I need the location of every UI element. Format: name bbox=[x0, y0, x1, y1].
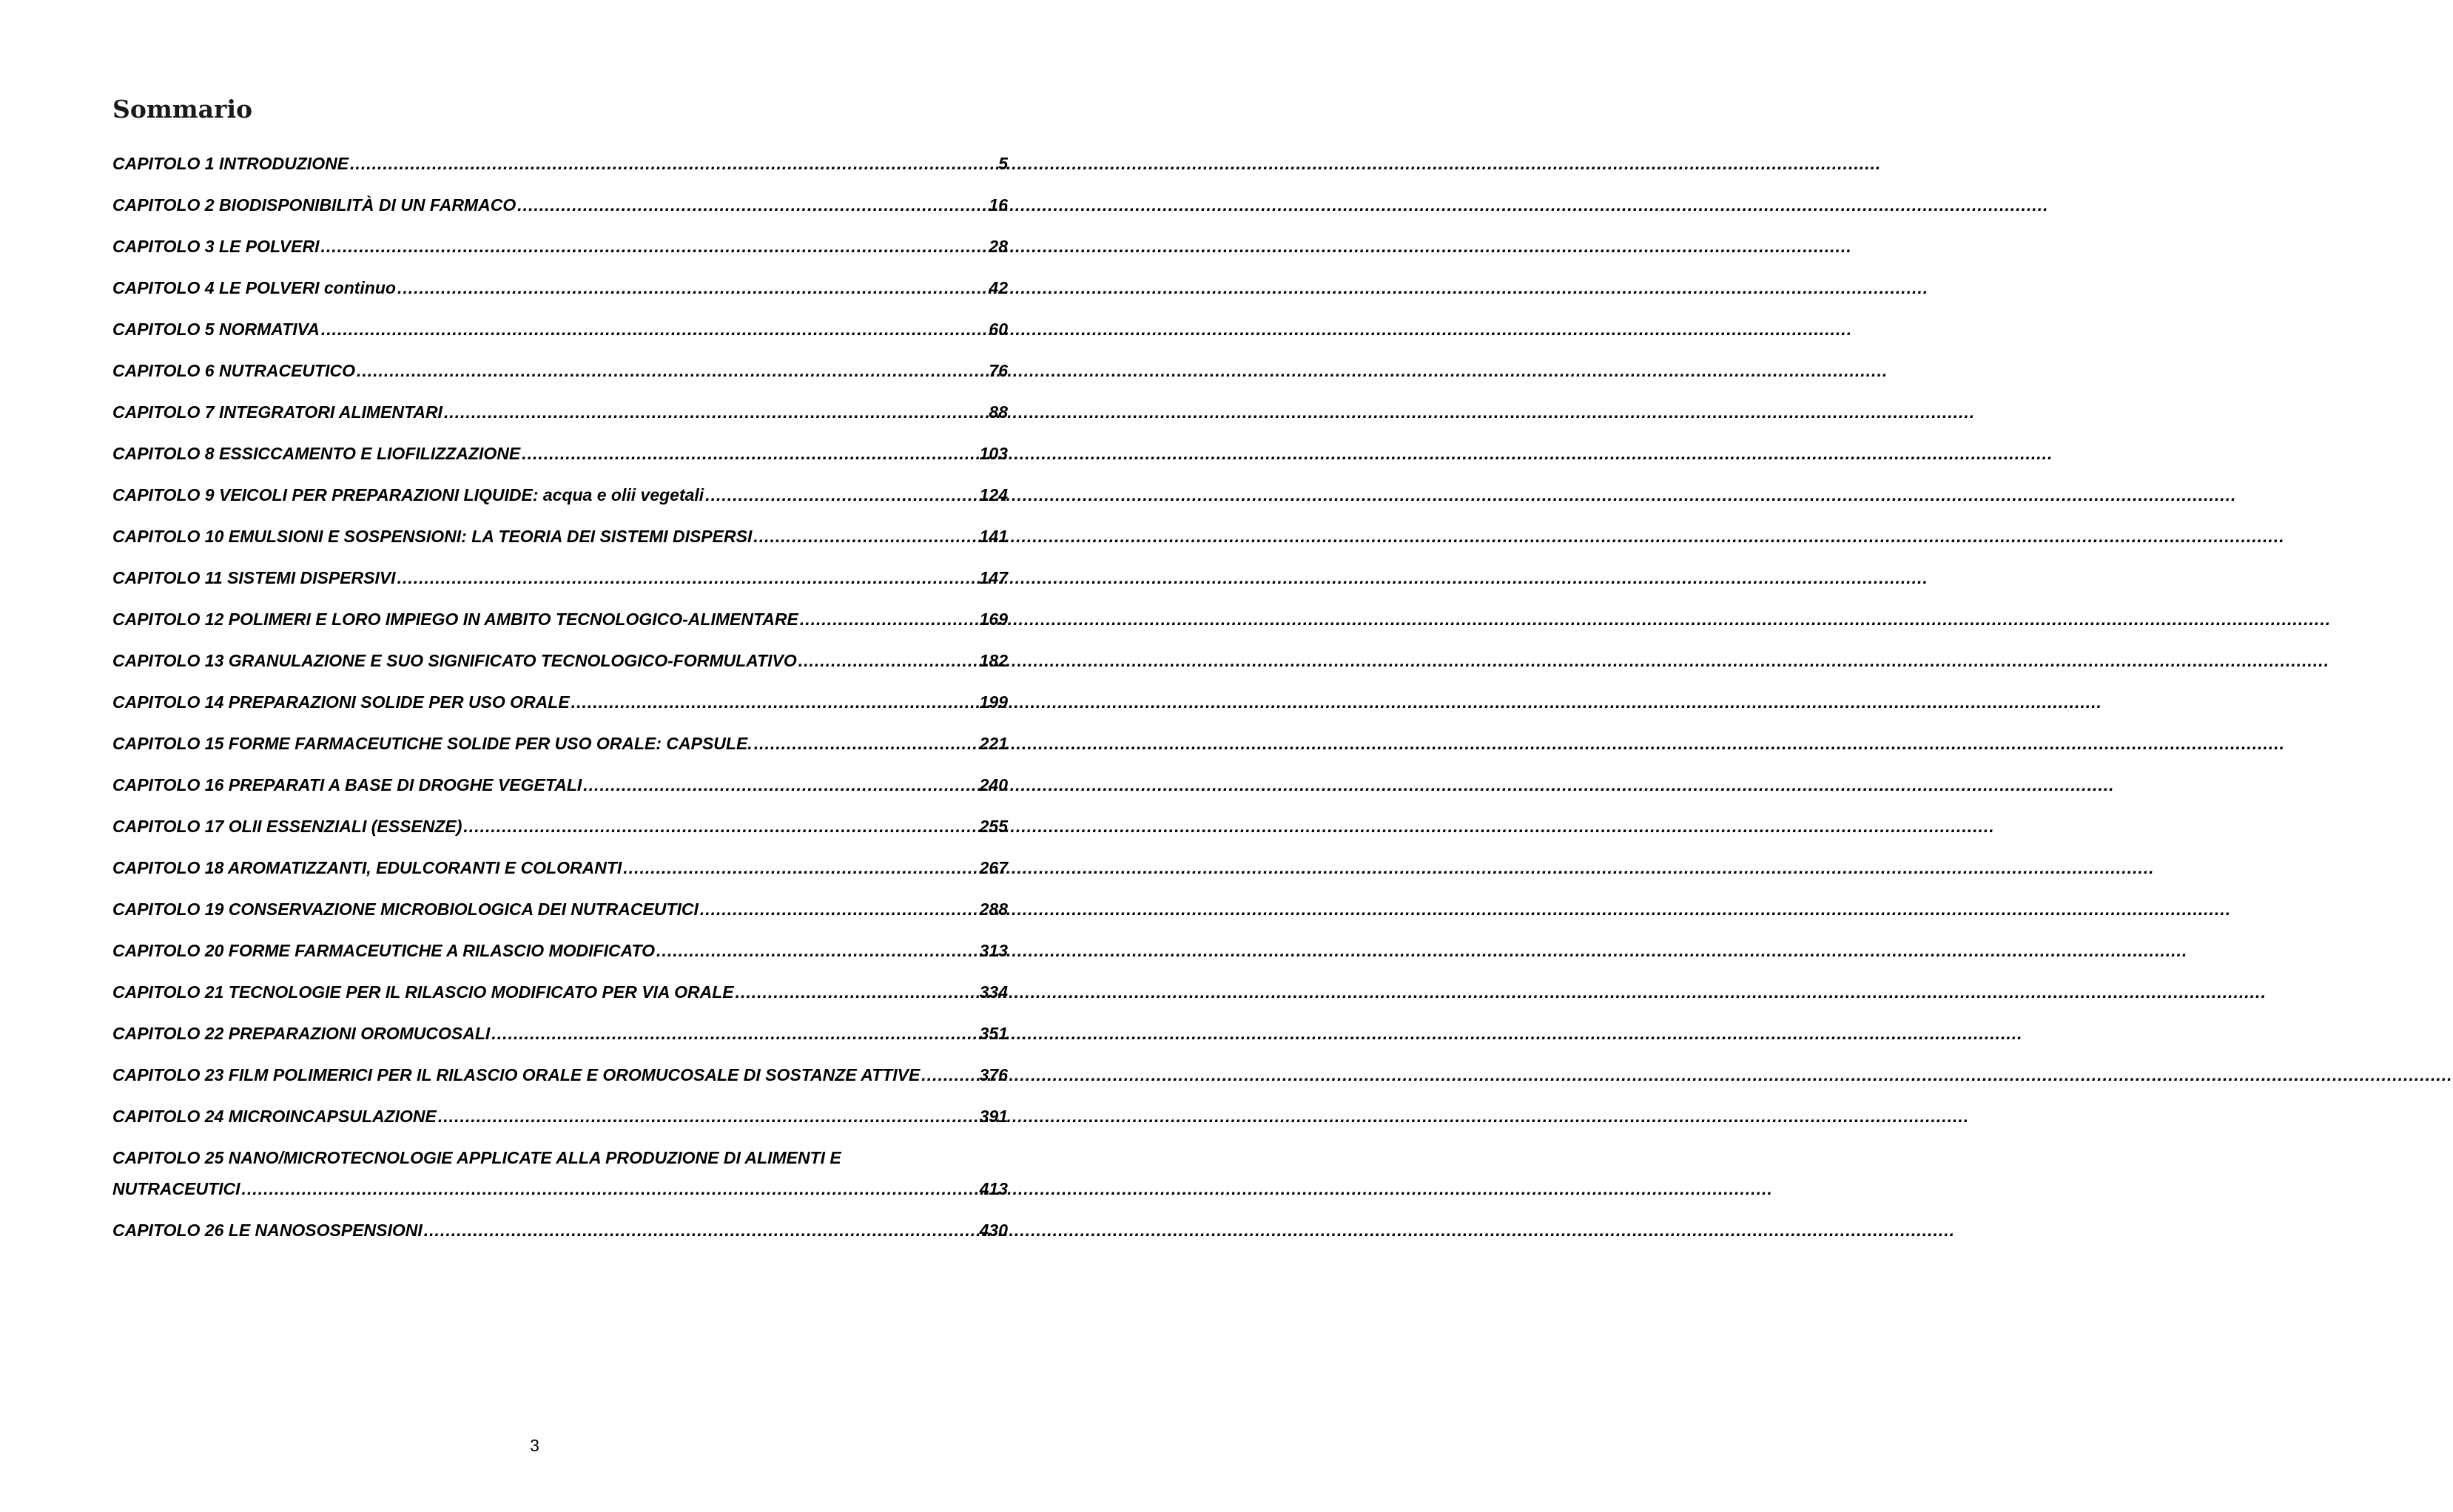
table-of-contents bbox=[112, 143, 1008, 1251]
toc-entry-leader bbox=[736, 982, 977, 1002]
toc-entry-page-number: 413 bbox=[979, 1179, 1008, 1198]
toc-entry-capitolo-14[interactable] bbox=[112, 681, 1008, 723]
toc-entry-page-number: 141 bbox=[979, 527, 1008, 546]
toc-entry-label: CAPITOLO 18 AROMATIZZANTI, EDULCORANTI E COLORANTI bbox=[112, 858, 622, 877]
toc-entry-page-number: 124 bbox=[979, 485, 1008, 504]
toc-entry-capitolo-1[interactable] bbox=[112, 143, 1008, 184]
toc-entry-label: CAPITOLO 19 CONSERVAZIONE MICROBIOLOGICA DEI NUTRACEUTICI bbox=[112, 900, 699, 919]
toc-entry-leader bbox=[463, 816, 976, 837]
toc-entry-capitolo-17[interactable] bbox=[112, 806, 1008, 847]
toc-entry-page-number: 391 bbox=[979, 1107, 1008, 1126]
toc-entry-page-number: 42 bbox=[989, 278, 1008, 297]
toc-entry-page-number: 16 bbox=[989, 195, 1008, 215]
toc-entry-leader bbox=[656, 940, 977, 961]
toc-entry-leader bbox=[397, 567, 977, 588]
toc-entry-line2 bbox=[112, 1178, 1008, 1199]
toc-entry-label: CAPITOLO 3 LE POLVERI bbox=[112, 237, 320, 256]
toc-entry-capitolo-7[interactable] bbox=[112, 391, 1008, 433]
toc-entry-capitolo-2[interactable] bbox=[112, 184, 1008, 226]
toc-entry-leader bbox=[700, 899, 977, 919]
toc-entry-label: CAPITOLO 17 OLII ESSENZIALI (ESSENZE) bbox=[112, 817, 462, 836]
toc-entry-capitolo-5[interactable] bbox=[112, 308, 1008, 350]
toc-entry-label: CAPITOLO 26 LE NANOSOSPENSIONI bbox=[112, 1221, 423, 1240]
toc-entry-page-number: 376 bbox=[979, 1065, 1008, 1084]
toc-entry-leader bbox=[424, 1220, 977, 1241]
toc-entry-capitolo-13[interactable] bbox=[112, 640, 1008, 681]
toc-entry-capitolo-11[interactable] bbox=[112, 557, 1008, 598]
toc-entry-label: CAPITOLO 2 BIODISPONIBILITÀ DI UN FARMACO bbox=[112, 195, 516, 215]
toc-entry-page-number: 169 bbox=[979, 610, 1008, 629]
toc-entry-leader bbox=[753, 526, 976, 547]
toc-entry-page-number: 430 bbox=[979, 1221, 1008, 1240]
toc-entry-leader bbox=[583, 774, 976, 795]
toc-entry-label: CAPITOLO 8 ESSICCAMENTO E LIOFILIZZAZIONE bbox=[112, 444, 521, 463]
toc-entry-page-number: 60 bbox=[989, 320, 1008, 339]
toc-entry-label: CAPITOLO 1 INTRODUZIONE bbox=[112, 154, 349, 173]
toc-entry-label-line1: CAPITOLO 25 NANO/MICROTECNOLOGIE APPLICATE ALLA PRODUZIONE DI ALIMENTI E bbox=[112, 1148, 841, 1167]
toc-entry-leader bbox=[800, 609, 977, 630]
toc-entry-leader bbox=[754, 733, 977, 754]
toc-entry-capitolo-4[interactable] bbox=[112, 267, 1008, 308]
toc-entry-page-number: 334 bbox=[979, 982, 1008, 1002]
toc-entry-leader bbox=[321, 319, 986, 340]
toc-entry-page-number: 313 bbox=[979, 941, 1008, 960]
toc-entry-page-number: 147 bbox=[979, 568, 1008, 587]
toc-entry-label: CAPITOLO 14 PREPARAZIONI SOLIDE PER USO ORALE bbox=[112, 692, 570, 712]
toc-entry-label: CAPITOLO 23 FILM POLIMERICI PER IL RILASCIO ORALE E OROMUCOSALE DI SOSTANZE ATTIVE bbox=[112, 1065, 921, 1084]
toc-entry-label: CAPITOLO 22 PREPARAZIONI OROMUCOSALI bbox=[112, 1024, 491, 1043]
toc-entry-label: CAPITOLO 4 LE POLVERI continuo bbox=[112, 278, 396, 297]
toc-entry-label: CAPITOLO 16 PREPARATI A BASE DI DROGHE VEGETALI bbox=[112, 775, 582, 794]
toc-entry-capitolo-6[interactable] bbox=[112, 350, 1008, 391]
toc-entry-page-number: 240 bbox=[979, 775, 1008, 794]
toc-entry-capitolo-18[interactable] bbox=[112, 847, 1008, 888]
toc-entry-label: CAPITOLO 20 FORME FARMACEUTICHE A RILASCIO MODIFICATO bbox=[112, 941, 656, 960]
page-number: 3 bbox=[530, 1436, 539, 1455]
toc-entry-page-number: 199 bbox=[979, 692, 1008, 712]
toc-entry-label: CAPITOLO 12 POLIMERI E LORO IMPIEGO IN AMBITO TECNOLOGICO-ALIMENTARE bbox=[112, 610, 798, 629]
toc-entry-label: CAPITOLO 11 SISTEMI DISPERSIVI bbox=[112, 568, 396, 587]
toc-title: Sommario bbox=[112, 95, 252, 124]
toc-entry-page-number: 182 bbox=[979, 651, 1008, 670]
toc-entry-page-number: 103 bbox=[979, 444, 1008, 463]
toc-entry-leader bbox=[921, 1064, 976, 1085]
toc-entry-capitolo-26[interactable] bbox=[112, 1209, 1008, 1251]
toc-entry-capitolo-12[interactable] bbox=[112, 598, 1008, 640]
toc-entry-label: CAPITOLO 24 MICROINCAPSULAZIONE bbox=[112, 1107, 437, 1126]
toc-entry-leader bbox=[623, 857, 976, 878]
toc-entry-page-number: 351 bbox=[979, 1024, 1008, 1043]
toc-entry-leader bbox=[438, 1106, 977, 1127]
toc-entry-capitolo-15[interactable] bbox=[112, 723, 1008, 764]
toc-entry-capitolo-20[interactable] bbox=[112, 930, 1008, 971]
toc-entry-label: CAPITOLO 9 VEICOLI PER PREPARAZIONI LIQUIDE: acqua e olii vegetali bbox=[112, 485, 704, 504]
toc-entry-label-line2: NUTRACEUTICI bbox=[112, 1179, 240, 1198]
toc-entry-label: CAPITOLO 21 TECNOLOGIE PER IL RILASCIO MODIFICATO PER VIA ORALE bbox=[112, 982, 734, 1002]
toc-entry-capitolo-9[interactable] bbox=[112, 474, 1008, 516]
toc-entry-leader bbox=[517, 195, 986, 215]
toc-entry-page-number: 76 bbox=[989, 361, 1008, 380]
toc-entry-leader bbox=[491, 1023, 976, 1044]
toc-entry-leader bbox=[798, 650, 977, 671]
toc-entry-leader bbox=[357, 360, 986, 381]
toc-entry-label: CAPITOLO 13 GRANULAZIONE E SUO SIGNIFICATO TECNOLOGICO-FORMULATIVO bbox=[112, 651, 797, 670]
toc-entry-page-number: 5 bbox=[998, 154, 1008, 173]
toc-entry-capitolo-3[interactable] bbox=[112, 226, 1008, 267]
toc-entry-leader bbox=[350, 153, 995, 174]
toc-entry-capitolo-19[interactable] bbox=[112, 888, 1008, 930]
toc-entry-label: CAPITOLO 5 NORMATIVA bbox=[112, 320, 320, 339]
toc-entry-label: CAPITOLO 6 NUTRACEUTICO bbox=[112, 361, 355, 380]
toc-entry-leader bbox=[571, 692, 977, 712]
toc-entry-capitolo-16[interactable] bbox=[112, 764, 1008, 806]
toc-entry-capitolo-8[interactable] bbox=[112, 433, 1008, 474]
toc-entry-page-number: 267 bbox=[979, 858, 1008, 877]
toc-entry-capitolo-23[interactable] bbox=[112, 1054, 1008, 1096]
document-page bbox=[0, 0, 1069, 1512]
toc-entry-label: CAPITOLO 10 EMULSIONI E SOSPENSIONI: LA TEORIA DEI SISTEMI DISPERSI bbox=[112, 527, 753, 546]
toc-entry-page-number: 255 bbox=[979, 817, 1008, 836]
toc-entry-capitolo-10[interactable] bbox=[112, 516, 1008, 557]
toc-entry-leader bbox=[444, 402, 986, 422]
toc-entry-capitolo-21[interactable] bbox=[112, 971, 1008, 1013]
toc-entry-label: CAPITOLO 7 INTEGRATORI ALIMENTARI bbox=[112, 402, 443, 422]
toc-entry-leader bbox=[320, 236, 986, 257]
toc-entry-capitolo-22[interactable] bbox=[112, 1013, 1008, 1054]
toc-entry-leader bbox=[522, 443, 976, 464]
toc-entry-capitolo-24[interactable] bbox=[112, 1096, 1008, 1137]
toc-entry-label: CAPITOLO 15 FORME FARMACEUTICHE SOLIDE PER USO ORALE: CAPSULE. bbox=[112, 734, 753, 753]
toc-entry-leader bbox=[705, 485, 976, 505]
toc-entry-page-number: 28 bbox=[989, 237, 1008, 256]
toc-entry-page-number: 88 bbox=[989, 402, 1008, 422]
toc-entry-capitolo-25[interactable] bbox=[112, 1137, 1008, 1209]
toc-entry-leader bbox=[397, 277, 986, 298]
toc-entry-page-number: 221 bbox=[979, 734, 1008, 753]
toc-entry-page-number: 288 bbox=[979, 900, 1008, 919]
toc-entry-leader bbox=[242, 1178, 977, 1199]
